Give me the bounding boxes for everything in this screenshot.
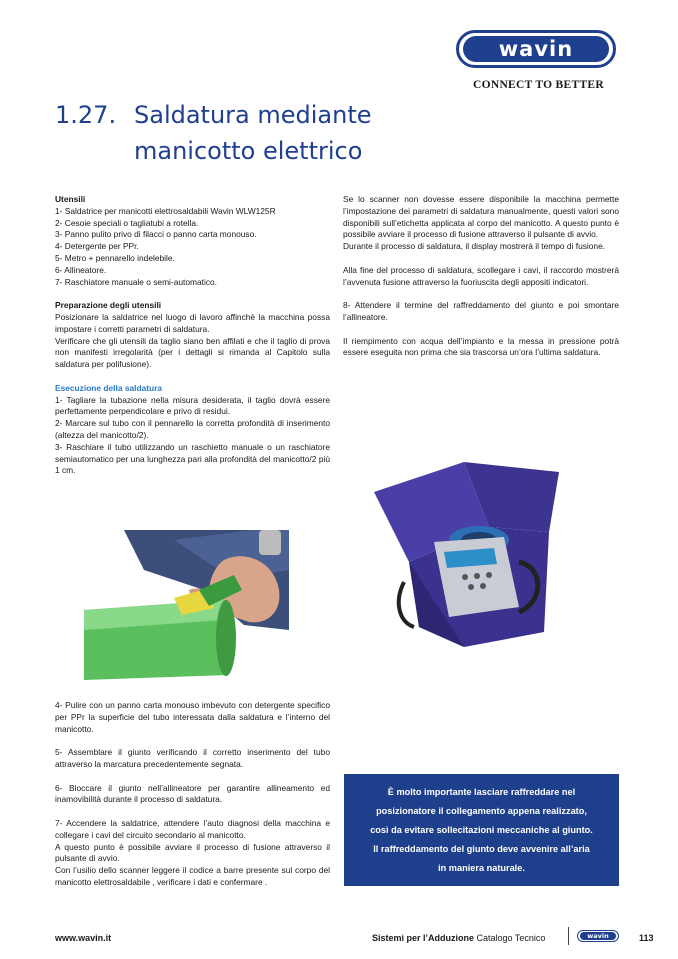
- footer-catalog-rest: Catalogo Tecnico: [474, 933, 546, 943]
- pipe-marking-photo: [84, 530, 289, 687]
- utensili-item: 5- Metro + pennarello indelebile.: [55, 252, 175, 263]
- note-line: in maniera naturale.: [438, 862, 525, 873]
- step-paragraph: A questo punto è possibile avviare il processo di fusione attraverso il pulsante di avvio.: [55, 841, 330, 864]
- right-paragraph: Il riempimento con acqua dell’impianto e la messa in pressione potrà essere eseguita non prima che sia trascorsa un’ora l’ultima saldatura.: [343, 335, 619, 358]
- right-paragraph: Durante il processo di saldatura, il display mostrerà il tempo di fusione.: [343, 241, 606, 252]
- page-title: [55, 97, 372, 169]
- exec-step: 2- Marcare sul tubo con il pennarello la corretta profondità di inserimento (altezza del manicotto/2).: [55, 418, 330, 440]
- step-paragraph: 4- Pulire con un panno carta monouso imbevuto con detergente specifico per PPr la superficie del tubo interessata dalla saldatura e l’interno del manicotto.: [55, 700, 330, 734]
- note-line: posizionatore il collegamento appena realizzato,: [376, 805, 587, 816]
- footer-catalog: [372, 933, 545, 943]
- exec-heading: Esecuzione della saldatura: [55, 382, 163, 393]
- utensili-item: 2- Cesoie speciali o tagliatubi a rotella.: [55, 217, 199, 228]
- right-paragraph: Alla fine del processo di saldatura, scollegare i cavi, il raccordo mostrerà l’avvenuta fusione attraverso la fuoriuscita degli appositi indicatori.: [343, 264, 619, 287]
- page-number: 113: [639, 933, 654, 943]
- step-paragraph: Con l’usilio dello scanner leggere il codice a barre presente sul corpo del manicotto elettrosaldabile , verificare i dati e confermare .: [55, 865, 330, 887]
- right-paragraph: 8- Attendere il termine del raffreddamento del giunto e poi smontare l’allineatore.: [343, 300, 619, 322]
- note-line: Il raffreddamento del giunto deve avvenire all’aria: [373, 843, 590, 854]
- note-line: È molto importante lasciare raffreddare nel: [387, 786, 576, 797]
- tagline: CONNECT TO BETTER: [473, 79, 605, 91]
- lower-left-column: [55, 700, 330, 889]
- footer-logo: [577, 930, 619, 942]
- utensili-heading: Utensili: [55, 194, 86, 204]
- prep-heading: Preparazione degli utensili: [55, 300, 162, 311]
- prep-paragraph: Verificare che gli utensili da taglio siano ben affilati e che il taglio di prova non manifesti irregolarità (per i dettagli si rimanda al Capitolo sulla saldatura per polifusione).: [55, 335, 330, 370]
- utensili-item: 1- Saldatrice per manicotti elettrosaldabili Wavin WLW125R: [55, 205, 276, 216]
- left-column: [55, 194, 330, 477]
- note-line: così da evitare sollecitazioni meccaniche al giunto.: [370, 824, 593, 835]
- step-paragraph: 5- Assemblare il giunto verificando il corretto inserimento del tubo attraverso la marcatura precedentemente segnata.: [55, 747, 330, 769]
- welding-machine-photo: [369, 452, 565, 652]
- utensili-item: 3- Panno pulito privo di filacci o panno carta monouso.: [55, 229, 257, 240]
- logo-text: wavin: [463, 36, 609, 62]
- title-line1: Saldatura mediante: [134, 101, 372, 129]
- step-paragraph: 7- Accendere la saldatrice, attendere l’auto diagnosi della macchina e collegare i cavi del circuito secondario al manicotto.: [55, 817, 330, 840]
- footer-logo-text: wavin: [580, 932, 616, 940]
- exec-step: 3- Raschiare il tubo utilizzando un raschietto manuale o un raschiatore semiautomatico per una lunghezza pari alla profondità del manicotto/2 più 1 cm.: [55, 441, 330, 476]
- prep-paragraph: Posizionare la saldatrice nel luogo di lavoro affinchè la macchina possa impostare i corretti parametri di saldatura.: [55, 311, 330, 334]
- utensili-item: 7- Raschiatore manuale o semi-automatico.: [55, 276, 217, 287]
- footer-url[interactable]: www.wavin.it: [55, 933, 112, 943]
- utensili-item: 4- Detergente per PPr.: [55, 241, 139, 252]
- utensili-item: 6- Allineatore.: [55, 264, 107, 275]
- right-column: [343, 194, 619, 359]
- wavin-logo: [456, 30, 616, 68]
- title-line2: manicotto elettrico: [134, 137, 363, 165]
- exec-step: 1- Tagliare la tubazione nella misura desiderata, il taglio dovrà essere perfettamente perpendicolare e privo di residui.: [55, 394, 330, 417]
- right-paragraph: Se lo scanner non dovesse essere disponibile la macchina permette l’impostazione dei parametri di saldatura manualmente, questi valori sono disponibili sull’etichetta applicata al corpo del manicotto. A questo punto è possibile avviare il processo di fusione attraverso il pulsante di avvio.: [343, 194, 619, 240]
- cooling-note-box: [344, 774, 619, 886]
- title-number: 1.27.: [55, 101, 117, 129]
- footer-catalog-bold: Sistemi per l’Adduzione: [372, 933, 475, 943]
- footer-divider: [568, 927, 569, 945]
- step-paragraph: 6- Bloccare il giunto nell’allineatore per garantire allineamento ed inamovibilità durante il processo di saldatura.: [55, 782, 330, 805]
